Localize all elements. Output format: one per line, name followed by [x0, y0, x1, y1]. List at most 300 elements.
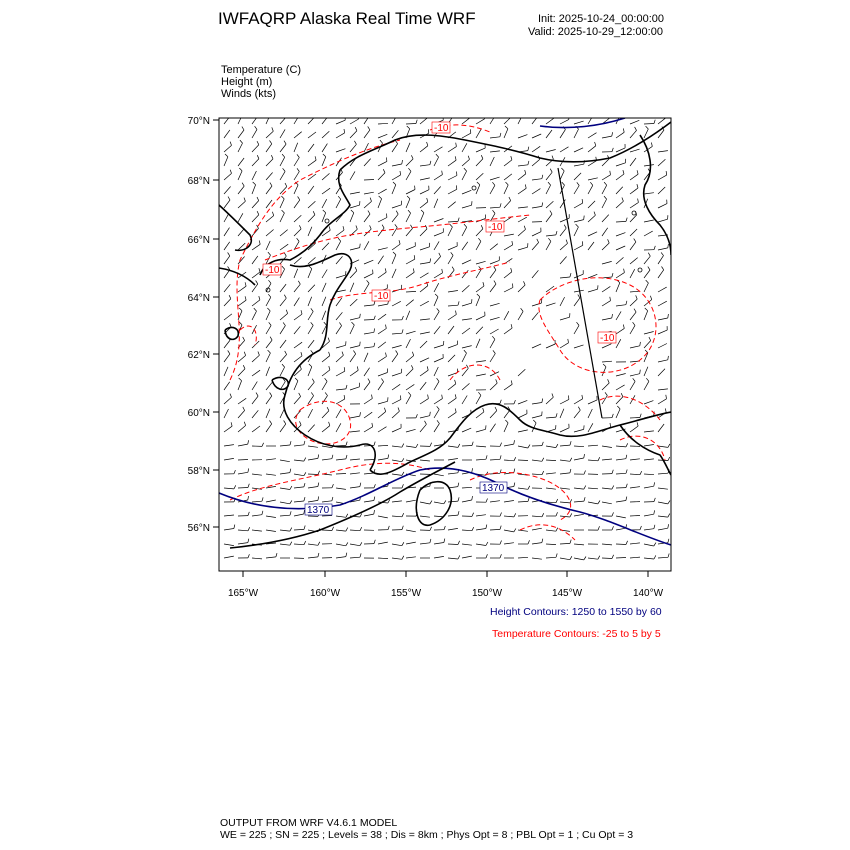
wind-barb-flag [455, 156, 456, 160]
wind-barb-flag [500, 513, 502, 517]
wind-barb [308, 227, 312, 236]
wind-barb [630, 543, 640, 544]
wind-barb-flag [634, 309, 636, 312]
wind-barb [588, 445, 598, 446]
wind-barb [266, 530, 276, 532]
lat-label-58: 58°N [187, 466, 210, 477]
wind-barb [630, 215, 637, 222]
wind-barb [308, 500, 318, 502]
wind-barb-flag [256, 393, 258, 397]
wind-barb [560, 343, 569, 348]
wind-barb-flag [486, 542, 488, 546]
wind-barb [224, 529, 234, 531]
wind-barb-flag [562, 182, 565, 185]
wind-barb-flag [548, 182, 551, 185]
wind-barb [350, 431, 360, 432]
wind-barb [420, 370, 428, 376]
wind-barb [504, 129, 508, 138]
wind-barb [266, 173, 273, 181]
wind-barb [490, 329, 499, 334]
wind-barb [294, 215, 301, 222]
wind-barb [420, 460, 430, 461]
wind-barb-flag [570, 556, 572, 560]
wind-barb-flag [650, 296, 651, 300]
wind-barb [378, 458, 388, 460]
wind-barb [644, 445, 654, 447]
wind-barb-flag [435, 294, 438, 297]
wind-barb [504, 288, 513, 293]
wind-barb [462, 143, 467, 152]
wind-barb-flag [456, 311, 457, 315]
wind-barb [644, 124, 654, 125]
wind-barb [462, 319, 472, 320]
wind-barb [224, 242, 230, 250]
wind-barb-flag [514, 469, 515, 473]
wind-barb-flag [511, 380, 512, 384]
wind-barb [602, 459, 612, 460]
wind-barb [420, 286, 428, 292]
wind-barb-flag [427, 142, 428, 146]
wind-barb-flag [402, 484, 403, 488]
wind-barb [224, 367, 228, 376]
wind-barb [280, 284, 286, 292]
wind-barb-flag [612, 526, 614, 530]
wind-barb [266, 340, 272, 348]
wind-barb-flag [318, 553, 319, 557]
wind-barb [490, 157, 494, 166]
wind-barb [560, 317, 570, 320]
wind-barb [574, 514, 584, 516]
wind-barb [350, 487, 360, 488]
wind-barb [546, 446, 556, 448]
wind-barb-flag [668, 514, 670, 518]
wind-barb-flag [500, 554, 501, 558]
wind-barb-flag [481, 225, 483, 229]
wind-barb-flag [374, 343, 375, 347]
height-label-2: 1370 [482, 483, 505, 494]
wind-barb [280, 355, 287, 363]
wind-barb [336, 488, 346, 489]
wind-barb [588, 115, 593, 124]
wind-barb-flag [360, 553, 361, 557]
wind-barb-flag [524, 226, 525, 230]
wind-barb-flag [253, 182, 256, 185]
wind-barb-flag [388, 526, 389, 530]
wind-barb [336, 530, 346, 531]
temp-label-1: -10 [434, 123, 449, 134]
wind-barb [602, 286, 610, 292]
wind-barb-flag [311, 322, 314, 325]
wind-barb-flag [638, 199, 639, 203]
wind-barb-flag [304, 441, 305, 445]
wind-barb [434, 424, 439, 432]
wind-barb-flag [281, 196, 284, 199]
wind-barb [574, 203, 583, 208]
wind-barb [616, 174, 624, 180]
wind-barb-flag [612, 512, 614, 516]
wind-barb [238, 286, 246, 292]
wind-barb [406, 199, 410, 208]
wind-barb-flag [257, 197, 259, 201]
wind-barb-flag [344, 129, 345, 133]
wind-barb [434, 409, 439, 418]
wind-barb [630, 174, 638, 180]
wind-barb [378, 161, 387, 166]
wind-barb-flag [472, 513, 474, 517]
wind-barb-flag [584, 557, 586, 560]
wind-barb-flag [323, 154, 326, 157]
wind-barb [364, 368, 370, 376]
wind-barb [420, 262, 430, 264]
wind-barb [546, 286, 554, 292]
wind-barb [420, 319, 430, 320]
wind-barb [392, 144, 398, 152]
wind-barb [602, 502, 612, 504]
wind-barb [350, 387, 360, 390]
wind-barb [364, 192, 374, 194]
wind-barb-flag [612, 555, 614, 559]
wind-barb [462, 383, 470, 390]
wind-barb-flag [578, 295, 580, 298]
wind-barb [238, 460, 248, 461]
wind-barb [448, 227, 452, 236]
wind-barb [364, 347, 374, 348]
wind-barb [616, 311, 621, 320]
wind-barb [616, 385, 625, 390]
wind-barb [266, 409, 270, 418]
wind-barb-flag [584, 497, 585, 501]
wind-barb [602, 396, 607, 405]
wind-barb-flag [300, 421, 302, 425]
wind-barb [266, 353, 270, 362]
wind-barb-flag [458, 511, 459, 515]
wind-barb [462, 428, 471, 432]
wind-barb-flag [329, 352, 330, 356]
wind-barb [658, 330, 667, 334]
wind-barb [350, 459, 360, 460]
wind-barb [462, 544, 472, 545]
wind-barb [308, 215, 315, 222]
wind-barb [378, 357, 386, 363]
wind-barb-flag [367, 112, 369, 115]
wind-barb [252, 341, 259, 348]
wind-barb-flag [304, 526, 305, 530]
wind-barb [266, 516, 276, 518]
wind-barb-flag [654, 498, 655, 502]
wind-barb-flag [582, 395, 583, 399]
wind-barb [574, 429, 584, 432]
wind-barb [308, 340, 314, 348]
wind-barb-flag [259, 296, 260, 300]
wind-barb-flag [270, 337, 272, 340]
wind-barb-flag [248, 554, 249, 558]
wind-barb [476, 544, 486, 546]
wind-barb [616, 516, 626, 518]
wind-barb [294, 298, 299, 306]
wind-barb-flag [228, 351, 230, 354]
wind-barb-flag [400, 171, 401, 175]
wind-barb-flag [506, 182, 509, 185]
wind-barb-flag [338, 238, 341, 241]
wind-barb [406, 356, 414, 362]
wind-barb-flag [436, 154, 439, 157]
wind-barb-flag [511, 156, 512, 160]
wind-barb [490, 383, 497, 390]
lon-label-145: 145°W [551, 588, 583, 599]
wind-barb [280, 460, 290, 462]
wind-barb [392, 345, 402, 348]
wind-barb [420, 213, 424, 222]
wind-barb [658, 424, 664, 432]
wind-barb-flag [352, 322, 355, 325]
wind-barb [448, 326, 454, 334]
wind-barb [588, 400, 597, 404]
wind-barb-flag [282, 210, 285, 213]
wind-barb [518, 311, 523, 320]
wind-barb [476, 446, 486, 447]
wind-barb [266, 325, 271, 334]
wind-barb [294, 314, 302, 320]
wind-barb [378, 248, 388, 250]
wind-barb-flag [570, 273, 571, 277]
wind-barb [518, 430, 528, 432]
lon-label-160: 160°W [309, 588, 341, 599]
lat-label-60: 60°N [187, 408, 210, 419]
wind-barb [602, 361, 612, 362]
wind-barb [294, 229, 301, 236]
wind-barb-flag [427, 366, 428, 370]
wind-barb [476, 185, 480, 194]
wind-barb [280, 298, 286, 306]
wind-barb-flag [505, 420, 508, 423]
wind-barb-flag [413, 268, 414, 272]
wind-barb [266, 241, 270, 250]
wind-barb-flag [284, 253, 286, 257]
wind-barb [294, 397, 301, 405]
wind-barb [658, 175, 667, 180]
wind-barb [434, 199, 438, 208]
lon-label-165: 165°W [227, 588, 259, 599]
wind-barb [280, 230, 288, 236]
variable-temperature: Temperature (C) [221, 64, 302, 76]
wind-barb-flag [605, 392, 607, 395]
wind-barb-flag [455, 394, 456, 398]
wind-barb [252, 300, 260, 306]
wind-barb [224, 556, 234, 558]
wind-barb [462, 368, 468, 376]
wind-barb-flag [244, 352, 245, 356]
wind-barb-flag [290, 441, 291, 445]
wind-barb-flag [243, 407, 245, 411]
wind-barb-flag [500, 443, 502, 447]
wind-barb [252, 272, 260, 278]
wind-barb-flag [550, 211, 552, 214]
wind-barb [434, 381, 439, 390]
wind-barb-flag [626, 455, 627, 459]
wind-barb [644, 514, 654, 516]
wind-barb-flag [626, 301, 627, 305]
lon-label-140: 140°W [632, 588, 664, 599]
wind-barb [532, 558, 542, 559]
wind-barb [434, 257, 441, 265]
wind-barb-flag [640, 414, 641, 418]
wind-barb [462, 205, 472, 208]
wind-barb [476, 395, 481, 404]
wind-barb-flag [598, 556, 600, 560]
wind-barb-flag [481, 155, 483, 159]
wind-barb-flag [426, 114, 427, 118]
wind-barb-flag [328, 338, 329, 342]
wind-barb-flag [427, 198, 428, 202]
wind-barb-flag [500, 526, 501, 530]
wind-barb [238, 115, 242, 124]
wind-barb [644, 474, 654, 475]
wind-barb-flag [668, 524, 669, 528]
wind-barb-flag [595, 142, 596, 146]
wind-barb [308, 285, 315, 292]
wind-barb [574, 173, 581, 180]
wind-barb-flag [633, 378, 635, 381]
wind-barb [224, 445, 234, 446]
wind-barb [588, 242, 594, 250]
wind-barb-flag [283, 322, 285, 325]
wind-barb-flag [228, 113, 230, 116]
wind-barb-flag [665, 114, 666, 118]
wind-barb-flag [634, 239, 636, 242]
wind-barb [448, 459, 458, 461]
wind-barb-flag [231, 422, 232, 426]
wind-barb-flag [521, 308, 524, 311]
wind-barb-flag [382, 225, 384, 228]
wind-barb [490, 459, 500, 460]
wind-barb [574, 558, 584, 560]
wind-barb-flag [257, 211, 259, 215]
wind-barb [308, 409, 313, 418]
wind-barb [574, 121, 584, 124]
wind-barb-flag [402, 526, 403, 530]
wind-barb [308, 396, 314, 404]
wind-barb-flag [561, 168, 564, 171]
wind-barb [308, 367, 312, 376]
wind-barb-flag [568, 395, 569, 399]
wind-barb-flag [654, 246, 655, 250]
wind-barb [280, 129, 285, 138]
wind-barb [630, 242, 636, 250]
wind-barb-flag [450, 224, 453, 227]
wind-barb-flag [290, 511, 291, 515]
wind-barb-flag [598, 457, 600, 461]
wind-barb-flag [470, 129, 471, 133]
wind-barb [616, 339, 621, 348]
wind-barb [462, 396, 467, 405]
wind-barb [574, 245, 583, 250]
wind-barb-flag [661, 252, 663, 255]
wind-barb-flag [637, 170, 638, 174]
wind-barb [490, 339, 495, 348]
wind-barb-flag [645, 350, 648, 353]
wind-barb-flag [612, 486, 614, 490]
wind-barb-flag [402, 316, 403, 320]
wind-barb [448, 473, 458, 474]
wind-barb [504, 185, 508, 194]
wind-barb [224, 256, 230, 264]
wind-barb [462, 285, 469, 292]
wind-barb-flag [344, 395, 345, 399]
wind-barb-flag [430, 258, 431, 262]
wind-barb [238, 201, 245, 208]
wind-barb [602, 301, 611, 306]
wind-barb-flag [486, 554, 487, 558]
wind-barb [350, 205, 360, 208]
wind-barb-flag [604, 182, 607, 185]
wind-barb-flag [556, 512, 558, 516]
wind-barb-flag [354, 141, 356, 145]
wind-barb [238, 472, 248, 474]
wind-barb [336, 256, 343, 264]
wind-barb [574, 325, 579, 334]
wind-barb [308, 425, 315, 432]
wind-barb-flag [374, 316, 375, 320]
wind-barb [616, 501, 626, 503]
wind-barb-flag [239, 308, 242, 311]
wind-barb [322, 188, 330, 194]
wind-barb [616, 273, 624, 278]
wind-barb [378, 304, 388, 306]
wind-barb-flag [396, 351, 398, 354]
wind-barb [378, 427, 387, 432]
wind-barb [532, 312, 538, 320]
wind-barb [350, 473, 360, 474]
wind-barb-flag [437, 406, 440, 409]
temp-label-3: -10 [265, 265, 280, 276]
wind-barb [392, 446, 402, 447]
wind-barb-flag [351, 210, 354, 213]
wind-barb [364, 201, 372, 208]
wind-barb [280, 515, 290, 516]
wind-barb-flag [668, 539, 669, 543]
lat-label-70: 70°N [187, 116, 210, 127]
wind-barb [378, 228, 384, 236]
wind-barb [280, 157, 285, 166]
wind-barb [308, 160, 316, 166]
wind-barb-flag [442, 269, 443, 273]
wind-barb-flag [386, 353, 387, 357]
wind-barb [406, 384, 414, 390]
wind-barb [504, 311, 509, 320]
wind-barb-flag [372, 423, 373, 427]
wind-barb [434, 232, 443, 236]
wind-barb [224, 173, 232, 180]
wind-barb-flag [342, 352, 343, 356]
wind-barb [322, 157, 326, 166]
wind-barb [546, 557, 556, 558]
wind-barb [350, 213, 354, 222]
wind-barb [616, 459, 626, 460]
wind-barb-flag [556, 231, 557, 235]
wind-barb [658, 301, 667, 306]
wind-barb [294, 158, 299, 167]
wind-barb [252, 171, 256, 180]
wind-barb [238, 543, 248, 544]
wind-barb-flag [416, 120, 417, 124]
wind-barb [644, 311, 648, 320]
wind-barb [560, 460, 570, 461]
wind-barb [378, 134, 387, 138]
wind-barb [616, 409, 620, 418]
wind-barb-flag [408, 392, 411, 395]
wind-barb [588, 488, 598, 489]
wind-barb [252, 145, 259, 152]
